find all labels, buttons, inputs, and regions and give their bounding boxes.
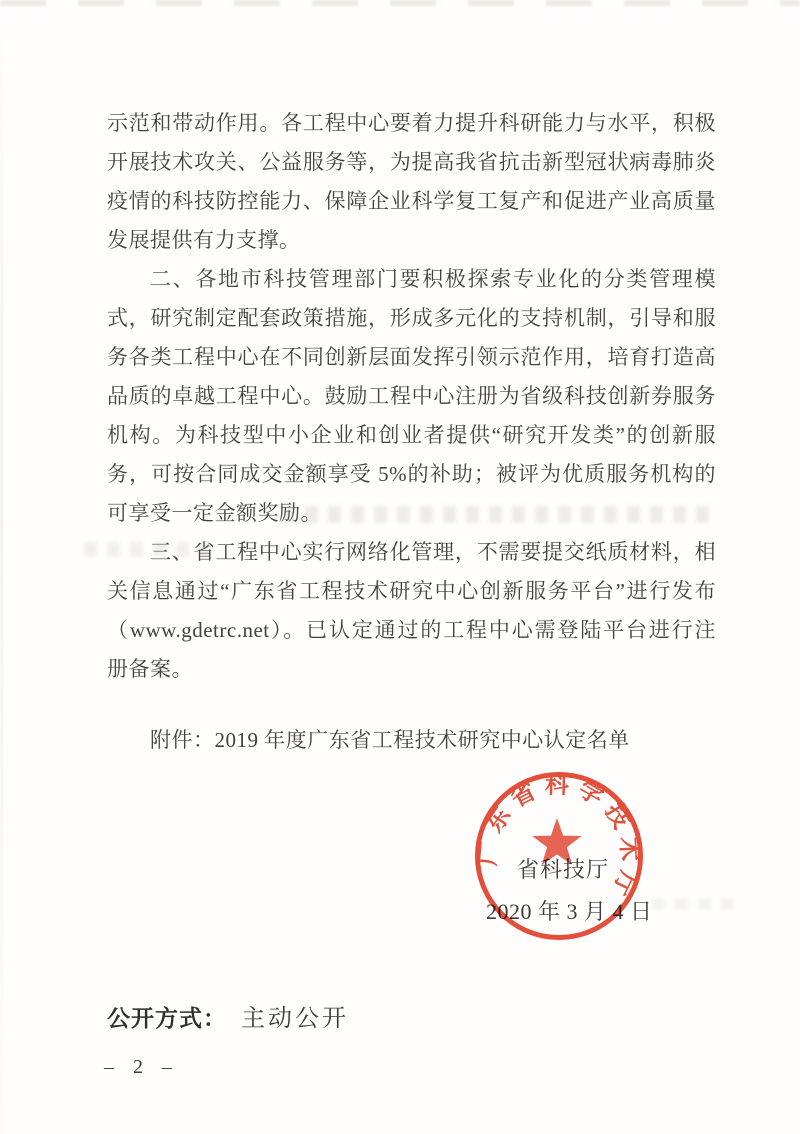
body-line: 式，研究制定配套政策措施，形成多元化的支持机制，引导和服 <box>107 306 716 330</box>
document-body <box>107 104 716 760</box>
body-line: 机构。为科技型中小企业和创业者提供“研究开发类”的创新服 <box>107 423 716 447</box>
signature-agency: 省科技厅 <box>517 857 610 882</box>
body-line: 关信息通过“广东省工程技术研究中心创新服务平台”进行发布 <box>107 579 716 603</box>
page-number: – 2 – <box>104 1056 179 1078</box>
body-line: 疫情的科技防控能力、保障企业科学复工复产和促进产业高质量 <box>107 189 716 213</box>
body-line: 品质的卓越工程中心。鼓励工程中心注册为省级科技创新券服务 <box>107 384 716 408</box>
scan-artifact-left-edge <box>0 8 3 1134</box>
body-line: 可享受一定金额奖励。 <box>107 501 322 525</box>
ink-bleed-artifact <box>652 898 744 910</box>
body-line: 务各类工程中心在不同创新层面发挥引领示范作用，培育打造高 <box>107 345 716 369</box>
body-line: 示范和带动作用。各工程中心要着力提升科研能力与水平，积极 <box>107 111 716 135</box>
body-line: 开展技术攻关、公益服务等，为提高我省抗击新型冠状病毒肺炎 <box>107 150 716 174</box>
red-star-icon <box>532 818 581 865</box>
official-seal <box>471 768 647 944</box>
publicity-label: 公开方式： <box>107 1005 227 1031</box>
signature-date: 2020 年 3 月 4 日 <box>486 899 653 924</box>
body-line: 务，可按合同成交金额享受 5%的补助；被评为优质服务机构的 <box>107 462 716 486</box>
scan-artifact-top-edge <box>0 0 800 6</box>
attachment-line: 附件：2019 年度广东省工程技术研究中心认定名单 <box>150 728 630 752</box>
body-line: （www.gdetrc.net）。已认定通过的工程中心需登陆平台进行注 <box>107 618 716 642</box>
body-line-paragraph-start: 三、省工程中心实行网络化管理，不需要提交纸质材料，相 <box>150 540 716 564</box>
publicity-line <box>107 1003 349 1034</box>
seal-arc-text: 广东省科学技术厅 <box>474 772 643 907</box>
body-line-paragraph-start: 二、各地市科技管理部门要积极探索专业化的分类管理模 <box>150 267 716 291</box>
body-line: 发展提供有力支撑。 <box>107 228 301 252</box>
body-line: 册备案。 <box>107 657 193 681</box>
publicity-value: 主动公开 <box>241 1006 349 1032</box>
